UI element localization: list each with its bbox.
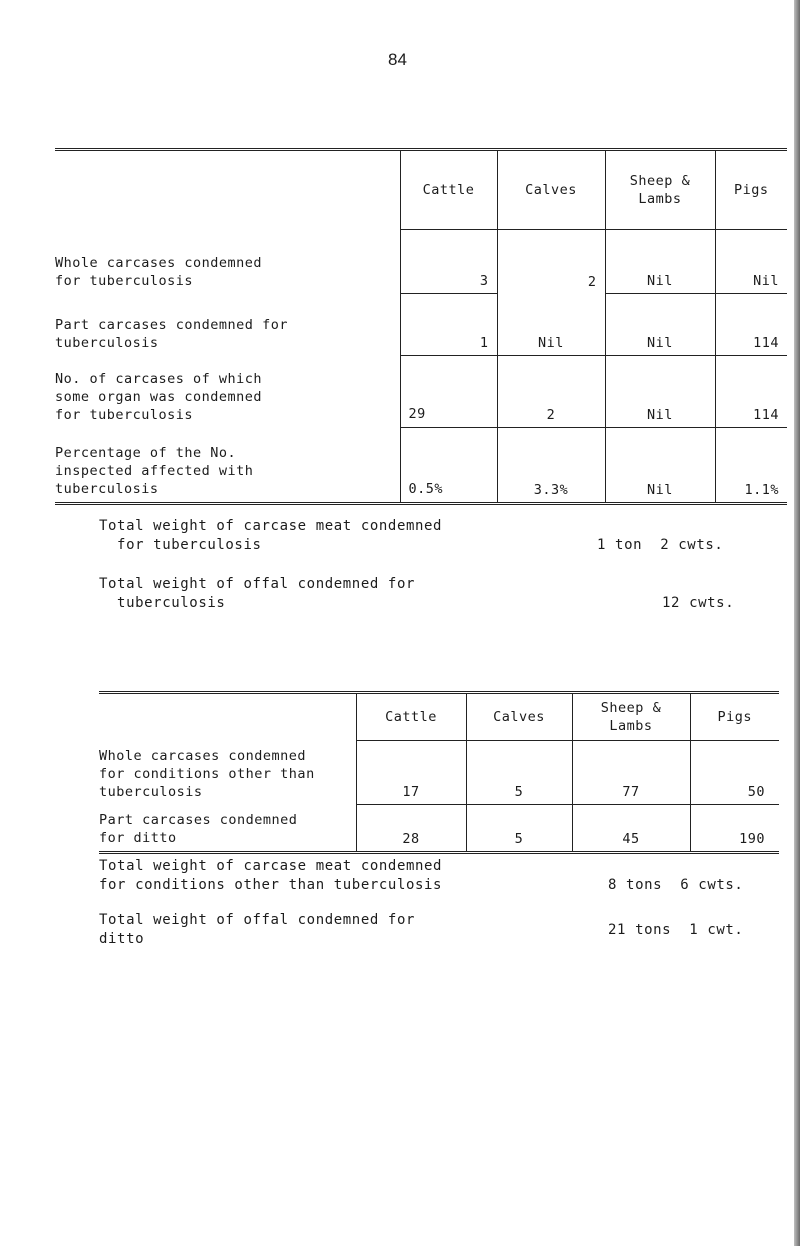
- cell-cattle: 17: [356, 741, 466, 805]
- cell-sheep-lambs: Nil: [605, 294, 715, 356]
- cell-sheep-lambs: 77: [572, 741, 690, 805]
- summary-carcase-meat-other: [99, 857, 799, 897]
- cell-sheep-lambs: Nil: [605, 356, 715, 428]
- table-row: [55, 230, 787, 294]
- cell-sheep-lambs: Nil: [605, 230, 715, 294]
- col-header-pigs: Pigs: [715, 150, 787, 230]
- cell-pigs: 114: [715, 294, 787, 356]
- summary-offal-other: [99, 911, 799, 951]
- cell-calves: Nil: [497, 294, 605, 356]
- col-header-sheep-lambs: Sheep & Lambs: [605, 150, 715, 230]
- row-label: Percentage of the No. inspected affected with tuberculosis: [55, 428, 400, 504]
- cell-calves: 3.3%: [497, 428, 605, 504]
- col-header-calves: Calves: [497, 150, 605, 230]
- cell-calves: 5: [466, 805, 572, 853]
- summary-value: 12 cwts.: [662, 595, 735, 611]
- col-header-calves: Calves: [466, 693, 572, 741]
- summary-value: 8 tons 6 cwts.: [608, 877, 744, 893]
- summary-value: 1 ton 2 cwts.: [597, 537, 724, 553]
- col-header-cattle: Cattle: [400, 150, 497, 230]
- summary-value: 21 tons 1 cwt.: [608, 922, 744, 938]
- page-number: 84: [388, 50, 407, 69]
- col-header-sheep-lambs: Sheep & Lambs: [572, 693, 690, 741]
- table-row: [99, 741, 779, 805]
- summary-label: Total weight of carcase meat condemned for tuberculosis: [99, 518, 443, 553]
- table-row: [55, 294, 787, 356]
- cell-pigs: Nil: [753, 273, 779, 289]
- cell-calves: 2: [497, 356, 605, 428]
- header-corner: [55, 150, 400, 230]
- row-label: Whole carcases condemned for conditions other than tuberculosis: [99, 747, 315, 800]
- table-row: [99, 805, 779, 853]
- tuberculosis-table: [55, 148, 787, 505]
- cell-cattle: 28: [356, 805, 466, 853]
- row-label: Part carcases condemned for ditto: [99, 805, 356, 853]
- summary-label: Total weight of offal condemned for tuberculosis: [99, 576, 416, 611]
- row-label: Whole carcases condemned for tuberculosis: [55, 254, 263, 289]
- col-header-pigs: Pigs: [690, 693, 779, 741]
- cell-cattle: 3: [400, 230, 497, 294]
- col-header-cattle: Cattle: [356, 693, 466, 741]
- summary-offal-tb: [99, 575, 779, 615]
- row-label: No. of carcases of which some organ was condemned for tuberculosis: [55, 370, 263, 423]
- cell-calves: 2: [497, 230, 605, 294]
- row-label: Part carcases condemned for tuberculosis: [55, 316, 288, 351]
- page-edge-shadow: [794, 0, 800, 1246]
- cell-pigs: 1.1%: [715, 428, 787, 504]
- cell-pigs: 114: [715, 356, 787, 428]
- cell-cattle: 29: [400, 356, 497, 428]
- cell-pigs: 50: [690, 741, 779, 805]
- cell-sheep-lambs: 45: [572, 805, 690, 853]
- header-corner: [99, 693, 356, 741]
- table-row: [55, 428, 787, 504]
- summary-label: Total weight of carcase meat condemned for conditions other than tuberculosis: [99, 858, 443, 893]
- table-row: [55, 356, 787, 428]
- summary-label: Total weight of offal condemned for ditto: [99, 912, 416, 947]
- cell-cattle: 1: [400, 294, 497, 356]
- cell-calves: 5: [466, 741, 572, 805]
- cell-sheep-lambs: Nil: [605, 428, 715, 504]
- cell-pigs: 190: [690, 805, 779, 853]
- summary-carcase-meat-tb: [99, 517, 779, 557]
- cell-cattle: 0.5%: [400, 428, 497, 504]
- other-conditions-table: [99, 691, 779, 854]
